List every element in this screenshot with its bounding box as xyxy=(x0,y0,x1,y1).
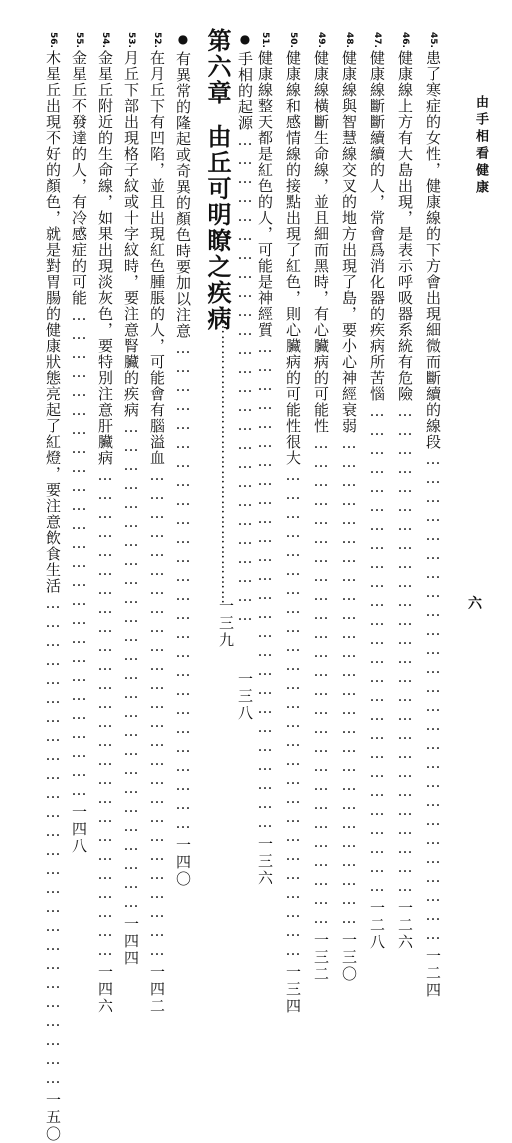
entry-title: 患了寒症的女性，健康線的下方會出現細微而斷續的線段 xyxy=(424,49,442,450)
dot-leader: …………………………………………………………………… xyxy=(236,131,254,625)
toc-entry xyxy=(420,32,446,999)
entry-page: 一四四 xyxy=(122,915,140,967)
entry-number: 54. xyxy=(100,32,110,48)
toc-entry xyxy=(66,32,92,855)
dot-leader: …………………………………………………………………… xyxy=(148,465,166,960)
entry-title: 健康線整天都是紅色的人，可能是神經質 xyxy=(256,49,274,338)
dot-leader: …………………………………………………………………… xyxy=(424,449,442,944)
entry-page: 一四二 xyxy=(148,963,166,1015)
entry-number: 48. xyxy=(344,32,354,48)
entry-title: 健康線上方有大島出現，是表示呼吸器系統有危險 xyxy=(396,49,414,402)
chapter-page: 一三九 xyxy=(217,598,235,649)
dot-leader: …………………………………………………………………… xyxy=(284,465,302,960)
dot-leader: …………………………………………………………………… xyxy=(122,417,140,912)
dot-leader: …………………………………………………………………… xyxy=(312,433,330,928)
entry-page: 一三六 xyxy=(256,835,274,887)
bullet-mark: ● xyxy=(176,32,190,47)
entry-title: 手相的起源 xyxy=(236,51,254,131)
entry-number: 49. xyxy=(316,32,326,48)
entry-page: 一四八 xyxy=(70,803,88,855)
entry-title: 在月丘下有凹陷，並且出現紅色腫脹的人，可能會有腦溢血 xyxy=(148,49,166,466)
dot-leader: …………………………………………………………………… xyxy=(70,305,88,800)
dot-leader: …………………………………………………………………… xyxy=(174,339,192,833)
toc-entry xyxy=(280,32,306,1015)
entry-number: 53. xyxy=(126,32,136,48)
entry-page: 一四〇 xyxy=(174,837,192,888)
entry-number: 46. xyxy=(400,32,410,48)
entry-title: 健康線斷斷續續的人，常會爲消化器的疾病所苦惱 xyxy=(368,49,386,402)
running-title: 由手相看健康 xyxy=(473,95,488,197)
toc-entry xyxy=(40,32,66,1143)
entry-page: 一三八 xyxy=(236,671,254,722)
page-number: 六 xyxy=(468,596,482,612)
entry-number: 55. xyxy=(74,32,84,48)
dot-leader: …………………………………………………………………… xyxy=(44,593,62,1088)
entry-page: 一二四 xyxy=(424,947,442,999)
bullet-mark: ● xyxy=(238,32,252,47)
toc-entry xyxy=(308,32,334,983)
entry-page: 一三二 xyxy=(312,931,330,983)
chapter-title: 由丘可明瞭之疾病 xyxy=(203,124,232,332)
entry-page: 一三〇 xyxy=(340,931,358,983)
entry-title: 月丘下部出現格子紋或十字紋時，要注意腎臟的疾病 xyxy=(122,49,140,418)
entry-title: 有異常的隆起或奇異的顏色時要加以注意 xyxy=(174,51,192,339)
dot-leader: …………………………………………………… xyxy=(218,305,234,605)
dot-leader: …………………………………………………………………… xyxy=(96,465,114,960)
entry-title: 金星丘附近的生命線，如果出現淡灰色，要特別注意肝臟病 xyxy=(96,49,114,466)
entry-number: 56. xyxy=(48,32,58,48)
dot-leader: …………………………………………………………………… xyxy=(256,337,274,832)
entry-number: 52. xyxy=(152,32,162,48)
entry-number: 50. xyxy=(288,32,298,48)
toc-entry xyxy=(336,32,362,983)
entry-title: 健康線和感情線的接點出現了紅色，則心臟病的可能性很大 xyxy=(284,49,302,466)
entry-number: 51. xyxy=(260,32,270,48)
entry-number: 47. xyxy=(372,32,382,48)
toc-entry xyxy=(144,32,170,1015)
chapter-label: 第六章 xyxy=(203,28,232,106)
toc-entry xyxy=(392,32,418,951)
toc-entry xyxy=(118,32,144,967)
dot-leader: …………………………………………………………………… xyxy=(396,401,414,896)
entry-number: 45. xyxy=(428,32,438,48)
entry-page: 一二六 xyxy=(396,899,414,951)
toc-entry xyxy=(92,32,118,1015)
dot-leader: …………………………………………………………………… xyxy=(340,433,358,928)
entry-page: 一三四 xyxy=(284,963,302,1015)
entry-title: 金星丘不發達的人，有冷感症的可能 xyxy=(70,49,88,306)
toc-entry xyxy=(364,32,390,951)
entry-page: 一五〇 xyxy=(44,1091,62,1143)
entry-title: 健康線與智慧線交叉的地方出現了島，要小心神經衰弱 xyxy=(340,49,358,434)
dot-leader: …………………………………………………………………… xyxy=(368,401,386,896)
toc-entry xyxy=(170,32,196,888)
entry-page: 一二八 xyxy=(368,899,386,951)
entry-title: 木星丘出現不好的顏色，就是對胃腸的健康狀態亮起了紅燈，要注意飲食生活 xyxy=(44,49,62,594)
entry-page: 一四六 xyxy=(96,963,114,1015)
entry-title: 健康線橫斷生命線，並且細而黑時，有心臟病的可能性 xyxy=(312,49,330,434)
